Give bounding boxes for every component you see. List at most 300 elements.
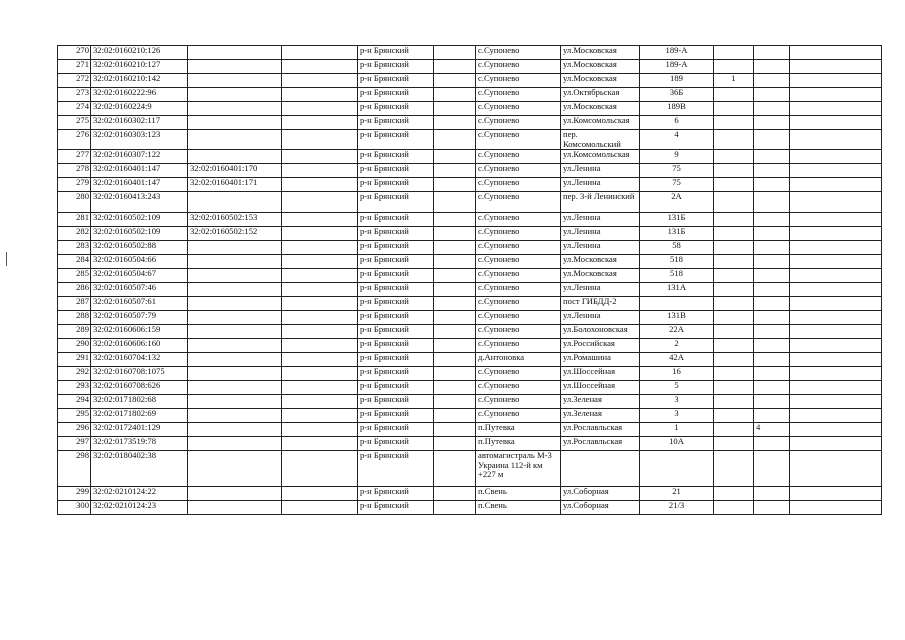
cell-street: ул.Московская <box>561 46 640 60</box>
cell-cad: 32:02:0160504:66 <box>91 255 188 269</box>
cell-num: 291 <box>58 353 91 367</box>
cell-street: ул.Соборная <box>561 487 640 501</box>
cell-cad: 32:02:0160504:67 <box>91 269 188 283</box>
cell-c4 <box>282 325 358 339</box>
cell-c4 <box>282 395 358 409</box>
cell-c6 <box>434 423 476 437</box>
cell-c4 <box>282 164 358 178</box>
cell-district: р-н Брянский <box>358 269 434 283</box>
table-row <box>58 325 882 339</box>
cell-street: ул.Ленина <box>561 213 640 227</box>
cell-c6 <box>434 74 476 88</box>
cell-cad: 32:02:0160606:159 <box>91 325 188 339</box>
cell-n2 <box>754 192 790 213</box>
cell-district: р-н Брянский <box>358 164 434 178</box>
cell-house: 58 <box>640 241 714 255</box>
cell-street: ул.Ленина <box>561 178 640 192</box>
cell-street: ул.Зеленая <box>561 409 640 423</box>
cell-n2 <box>754 487 790 501</box>
cell-cad2 <box>188 451 282 487</box>
cell-c4 <box>282 451 358 487</box>
cell-n2 <box>754 353 790 367</box>
cell-n2 <box>754 227 790 241</box>
cell-n3 <box>790 437 882 451</box>
cell-locality: с.Супонево <box>476 367 561 381</box>
cell-cad2 <box>188 150 282 164</box>
cell-locality: с.Супонево <box>476 130 561 150</box>
cell-c4 <box>282 150 358 164</box>
table-row <box>58 269 882 283</box>
table-row <box>58 409 882 423</box>
cell-house: 518 <box>640 269 714 283</box>
cell-cad: 32:02:0160210:127 <box>91 60 188 74</box>
cell-cad2 <box>188 423 282 437</box>
cell-locality: с.Супонево <box>476 116 561 130</box>
cell-num: 280 <box>58 192 91 213</box>
cell-n1 <box>714 178 754 192</box>
cell-c4 <box>282 409 358 423</box>
cell-n2 <box>754 46 790 60</box>
cell-house: 3 <box>640 409 714 423</box>
table-row <box>58 395 882 409</box>
cell-num: 287 <box>58 297 91 311</box>
cell-locality: с.Супонево <box>476 283 561 297</box>
cell-district: р-н Брянский <box>358 311 434 325</box>
cell-num: 296 <box>58 423 91 437</box>
cell-cad2 <box>188 74 282 88</box>
cell-street <box>561 451 640 487</box>
cell-house: 4 <box>640 130 714 150</box>
cell-n1: 1 <box>714 74 754 88</box>
cell-cad: 32:02:0160502:109 <box>91 213 188 227</box>
cell-street: ул.Рославльская <box>561 437 640 451</box>
cell-district: р-н Брянский <box>358 367 434 381</box>
cell-n1 <box>714 46 754 60</box>
cell-n1 <box>714 487 754 501</box>
cell-n3 <box>790 325 882 339</box>
table-row <box>58 311 882 325</box>
cell-district: р-н Брянский <box>358 192 434 213</box>
cell-c4 <box>282 487 358 501</box>
cell-n1 <box>714 192 754 213</box>
cell-n1 <box>714 297 754 311</box>
cell-cad2 <box>188 325 282 339</box>
cell-num: 288 <box>58 311 91 325</box>
cell-c6 <box>434 46 476 60</box>
cell-locality: с.Супонево <box>476 395 561 409</box>
cell-n1 <box>714 150 754 164</box>
cell-n2 <box>754 501 790 515</box>
cell-c6 <box>434 102 476 116</box>
cell-n1 <box>714 227 754 241</box>
cell-num: 285 <box>58 269 91 283</box>
cell-locality: с.Супонево <box>476 60 561 74</box>
cell-num: 275 <box>58 116 91 130</box>
cell-n3 <box>790 255 882 269</box>
cell-locality: с.Супонево <box>476 213 561 227</box>
cell-cad: 32:02:0160302:117 <box>91 116 188 130</box>
cell-locality: с.Супонево <box>476 255 561 269</box>
cell-n3 <box>790 116 882 130</box>
cell-n3 <box>790 150 882 164</box>
cell-street: ул.Ленина <box>561 164 640 178</box>
cell-cad: 32:02:0160307:122 <box>91 150 188 164</box>
cell-n3 <box>790 269 882 283</box>
cell-n2 <box>754 409 790 423</box>
table-row <box>58 423 882 437</box>
cell-n3 <box>790 102 882 116</box>
table-row <box>58 487 882 501</box>
table-row <box>58 367 882 381</box>
cell-cad2 <box>188 192 282 213</box>
cell-locality: п.Путевка <box>476 423 561 437</box>
cell-c4 <box>282 297 358 311</box>
cell-cad2 <box>188 116 282 130</box>
cell-house: 1 <box>640 423 714 437</box>
cell-district: р-н Брянский <box>358 178 434 192</box>
cell-cad: 32:02:0172401:129 <box>91 423 188 437</box>
cell-num: 272 <box>58 74 91 88</box>
cell-district: р-н Брянский <box>358 423 434 437</box>
cell-locality: с.Супонево <box>476 409 561 423</box>
cell-n1 <box>714 130 754 150</box>
cell-c6 <box>434 116 476 130</box>
cell-house: 16 <box>640 367 714 381</box>
cell-street: ул.Московская <box>561 60 640 74</box>
cell-locality: с.Супонево <box>476 102 561 116</box>
cell-house: 5 <box>640 381 714 395</box>
table-row <box>58 74 882 88</box>
cell-n3 <box>790 227 882 241</box>
cell-n2 <box>754 255 790 269</box>
cell-c6 <box>434 339 476 353</box>
cell-n2 <box>754 269 790 283</box>
table-row <box>58 130 882 150</box>
cell-cad2 <box>188 241 282 255</box>
cell-district: р-н Брянский <box>358 283 434 297</box>
cell-district: р-н Брянский <box>358 88 434 102</box>
cell-c6 <box>434 88 476 102</box>
table-row <box>58 451 882 487</box>
cell-locality: с.Супонево <box>476 46 561 60</box>
cell-n1 <box>714 102 754 116</box>
cell-cad2 <box>188 88 282 102</box>
cell-n2 <box>754 367 790 381</box>
cell-n2: 4 <box>754 423 790 437</box>
table-row <box>58 60 882 74</box>
cell-cad2 <box>188 367 282 381</box>
cell-num: 298 <box>58 451 91 487</box>
cell-house: 36Б <box>640 88 714 102</box>
cell-n3 <box>790 501 882 515</box>
cell-n3 <box>790 164 882 178</box>
cell-c6 <box>434 283 476 297</box>
cell-c4 <box>282 353 358 367</box>
cell-street: ул.Октябрьская <box>561 88 640 102</box>
table-row <box>58 437 882 451</box>
cell-street: ул.Болохоновская <box>561 325 640 339</box>
cell-cad2 <box>188 255 282 269</box>
cell-n3 <box>790 213 882 227</box>
cell-district: р-н Брянский <box>358 353 434 367</box>
cell-num: 294 <box>58 395 91 409</box>
cell-c4 <box>282 192 358 213</box>
cell-cad: 32:02:0160224:9 <box>91 102 188 116</box>
cell-house <box>640 297 714 311</box>
cell-c6 <box>434 164 476 178</box>
cell-c6 <box>434 241 476 255</box>
cell-c4 <box>282 423 358 437</box>
cell-num: 279 <box>58 178 91 192</box>
cell-locality: п.Путевка <box>476 437 561 451</box>
cell-num: 274 <box>58 102 91 116</box>
cell-street: ул.Шоссейная <box>561 381 640 395</box>
cell-n1 <box>714 325 754 339</box>
cell-cad: 32:02:0160210:126 <box>91 46 188 60</box>
cell-n2 <box>754 395 790 409</box>
table-row <box>58 213 882 227</box>
cell-c4 <box>282 178 358 192</box>
cell-cad2 <box>188 283 282 297</box>
cell-district: р-н Брянский <box>358 409 434 423</box>
cell-n1 <box>714 501 754 515</box>
cell-n1 <box>714 269 754 283</box>
cell-street: ул.Комсомольская <box>561 150 640 164</box>
cell-n1 <box>714 283 754 297</box>
cell-street: пер. 3-й Ленинский <box>561 192 640 213</box>
cell-cad: 32:02:0160413:243 <box>91 192 188 213</box>
cell-c4 <box>282 367 358 381</box>
cell-cad2 <box>188 297 282 311</box>
cell-cad2 <box>188 437 282 451</box>
cell-locality: с.Супонево <box>476 297 561 311</box>
cell-cad: 32:02:0160502:109 <box>91 227 188 241</box>
margin-mark <box>6 252 7 266</box>
cell-c6 <box>434 130 476 150</box>
cell-num: 290 <box>58 339 91 353</box>
cell-n3 <box>790 311 882 325</box>
cell-district: р-н Брянский <box>358 437 434 451</box>
cell-c4 <box>282 130 358 150</box>
cell-c6 <box>434 451 476 487</box>
cell-district: р-н Брянский <box>358 395 434 409</box>
cell-n2 <box>754 74 790 88</box>
cell-n2 <box>754 283 790 297</box>
table-row <box>58 192 882 213</box>
cell-cad2 <box>188 46 282 60</box>
cell-street: ул.Комсомольская <box>561 116 640 130</box>
cell-num: 297 <box>58 437 91 451</box>
table-row <box>58 339 882 353</box>
cell-house: 131Б <box>640 213 714 227</box>
cell-c6 <box>434 213 476 227</box>
cell-district: р-н Брянский <box>358 241 434 255</box>
cell-locality: с.Супонево <box>476 88 561 102</box>
cell-house: 189В <box>640 102 714 116</box>
cell-c6 <box>434 353 476 367</box>
cell-house: 2 <box>640 339 714 353</box>
cell-c4 <box>282 269 358 283</box>
cell-street: ул.Ленина <box>561 283 640 297</box>
cell-c6 <box>434 367 476 381</box>
cell-locality: с.Супонево <box>476 325 561 339</box>
cell-c6 <box>434 501 476 515</box>
cell-street: ул.Ленина <box>561 227 640 241</box>
cell-c6 <box>434 381 476 395</box>
cell-cad2 <box>188 487 282 501</box>
cell-locality: с.Супонево <box>476 311 561 325</box>
cell-house: 9 <box>640 150 714 164</box>
cell-num: 300 <box>58 501 91 515</box>
cell-c6 <box>434 178 476 192</box>
cell-num: 283 <box>58 241 91 255</box>
cell-district: р-н Брянский <box>358 150 434 164</box>
cell-n2 <box>754 339 790 353</box>
cell-house: 131Б <box>640 227 714 241</box>
cell-n1 <box>714 367 754 381</box>
cell-cad: 32:02:0171802:69 <box>91 409 188 423</box>
cell-street: пер. Комсомольский <box>561 130 640 150</box>
cell-cad: 32:02:0210124:22 <box>91 487 188 501</box>
cell-street: ул.Зеленая <box>561 395 640 409</box>
cell-cad: 32:02:0160502:88 <box>91 241 188 255</box>
table-row <box>58 283 882 297</box>
cell-house: 3 <box>640 395 714 409</box>
cell-cad2 <box>188 311 282 325</box>
cell-c4 <box>282 437 358 451</box>
cell-n1 <box>714 353 754 367</box>
cell-n1 <box>714 423 754 437</box>
cell-c6 <box>434 487 476 501</box>
table-row <box>58 116 882 130</box>
cell-n3 <box>790 367 882 381</box>
cell-cad2 <box>188 381 282 395</box>
cell-district: р-н Брянский <box>358 213 434 227</box>
cell-cad2: 32:02:0160502:152 <box>188 227 282 241</box>
table-row <box>58 46 882 60</box>
cell-c4 <box>282 60 358 74</box>
cell-c6 <box>434 395 476 409</box>
cell-n2 <box>754 297 790 311</box>
cell-n3 <box>790 353 882 367</box>
cell-cad: 32:02:0160303:123 <box>91 130 188 150</box>
cell-cad: 32:02:0173519:78 <box>91 437 188 451</box>
cell-num: 295 <box>58 409 91 423</box>
cell-n2 <box>754 381 790 395</box>
cell-cad2: 32:02:0160401:170 <box>188 164 282 178</box>
cell-c4 <box>282 88 358 102</box>
cell-house: 10А <box>640 437 714 451</box>
cell-n1 <box>714 164 754 178</box>
cell-n1 <box>714 409 754 423</box>
cell-street: ул.Московская <box>561 269 640 283</box>
cell-c6 <box>434 409 476 423</box>
cell-n3 <box>790 381 882 395</box>
table-row <box>58 164 882 178</box>
table-row <box>58 255 882 269</box>
cell-locality: с.Супонево <box>476 381 561 395</box>
cell-num: 270 <box>58 46 91 60</box>
cell-district: р-н Брянский <box>358 60 434 74</box>
cell-n2 <box>754 311 790 325</box>
cell-cad: 32:02:0160708:1075 <box>91 367 188 381</box>
cell-cad: 32:02:0160401:147 <box>91 178 188 192</box>
cell-cad: 32:02:0160210:142 <box>91 74 188 88</box>
cell-c4 <box>282 74 358 88</box>
cell-num: 286 <box>58 283 91 297</box>
cell-c6 <box>434 255 476 269</box>
cell-num: 276 <box>58 130 91 150</box>
cell-district: р-н Брянский <box>358 46 434 60</box>
cell-cad2 <box>188 353 282 367</box>
cell-district: р-н Брянский <box>358 339 434 353</box>
cell-c4 <box>282 46 358 60</box>
cell-house: 6 <box>640 116 714 130</box>
cell-num: 293 <box>58 381 91 395</box>
cell-c6 <box>434 325 476 339</box>
cell-cad: 32:02:0160708:626 <box>91 381 188 395</box>
cell-district: р-н Брянский <box>358 74 434 88</box>
table-row <box>58 102 882 116</box>
cell-locality: с.Супонево <box>476 339 561 353</box>
cell-street: ул.Рославльская <box>561 423 640 437</box>
table-row <box>58 501 882 515</box>
cell-n2 <box>754 60 790 74</box>
cell-n3 <box>790 60 882 74</box>
cell-num: 282 <box>58 227 91 241</box>
cell-n2 <box>754 241 790 255</box>
cell-num: 273 <box>58 88 91 102</box>
cell-c4 <box>282 116 358 130</box>
cell-cad: 32:02:0210124:23 <box>91 501 188 515</box>
cell-house: 22А <box>640 325 714 339</box>
cell-c6 <box>434 60 476 74</box>
cell-num: 278 <box>58 164 91 178</box>
cell-house: 131В <box>640 311 714 325</box>
table-row <box>58 178 882 192</box>
cell-c4 <box>282 339 358 353</box>
cell-locality: д.Антоновка <box>476 353 561 367</box>
cell-cad: 32:02:0160401:147 <box>91 164 188 178</box>
cell-district: р-н Брянский <box>358 325 434 339</box>
cell-n1 <box>714 339 754 353</box>
cell-n3 <box>790 178 882 192</box>
cell-n2 <box>754 102 790 116</box>
cell-street: ул.Ленина <box>561 241 640 255</box>
cell-house: 75 <box>640 178 714 192</box>
cell-street: ул.Ромашина <box>561 353 640 367</box>
cell-n2 <box>754 325 790 339</box>
cell-n3 <box>790 409 882 423</box>
cell-house: 75 <box>640 164 714 178</box>
table-row <box>58 297 882 311</box>
cell-street: ул.Шоссейная <box>561 367 640 381</box>
cell-n3 <box>790 423 882 437</box>
cell-n2 <box>754 88 790 102</box>
cell-cad2 <box>188 339 282 353</box>
cell-num: 281 <box>58 213 91 227</box>
cell-cad2: 32:02:0160401:171 <box>188 178 282 192</box>
cell-num: 284 <box>58 255 91 269</box>
cell-street: ул.Соборная <box>561 501 640 515</box>
cell-n2 <box>754 451 790 487</box>
cell-n1 <box>714 451 754 487</box>
cell-n2 <box>754 150 790 164</box>
cell-num: 289 <box>58 325 91 339</box>
cell-c4 <box>282 227 358 241</box>
cell-street: ул.Ленина <box>561 311 640 325</box>
cell-c6 <box>434 150 476 164</box>
